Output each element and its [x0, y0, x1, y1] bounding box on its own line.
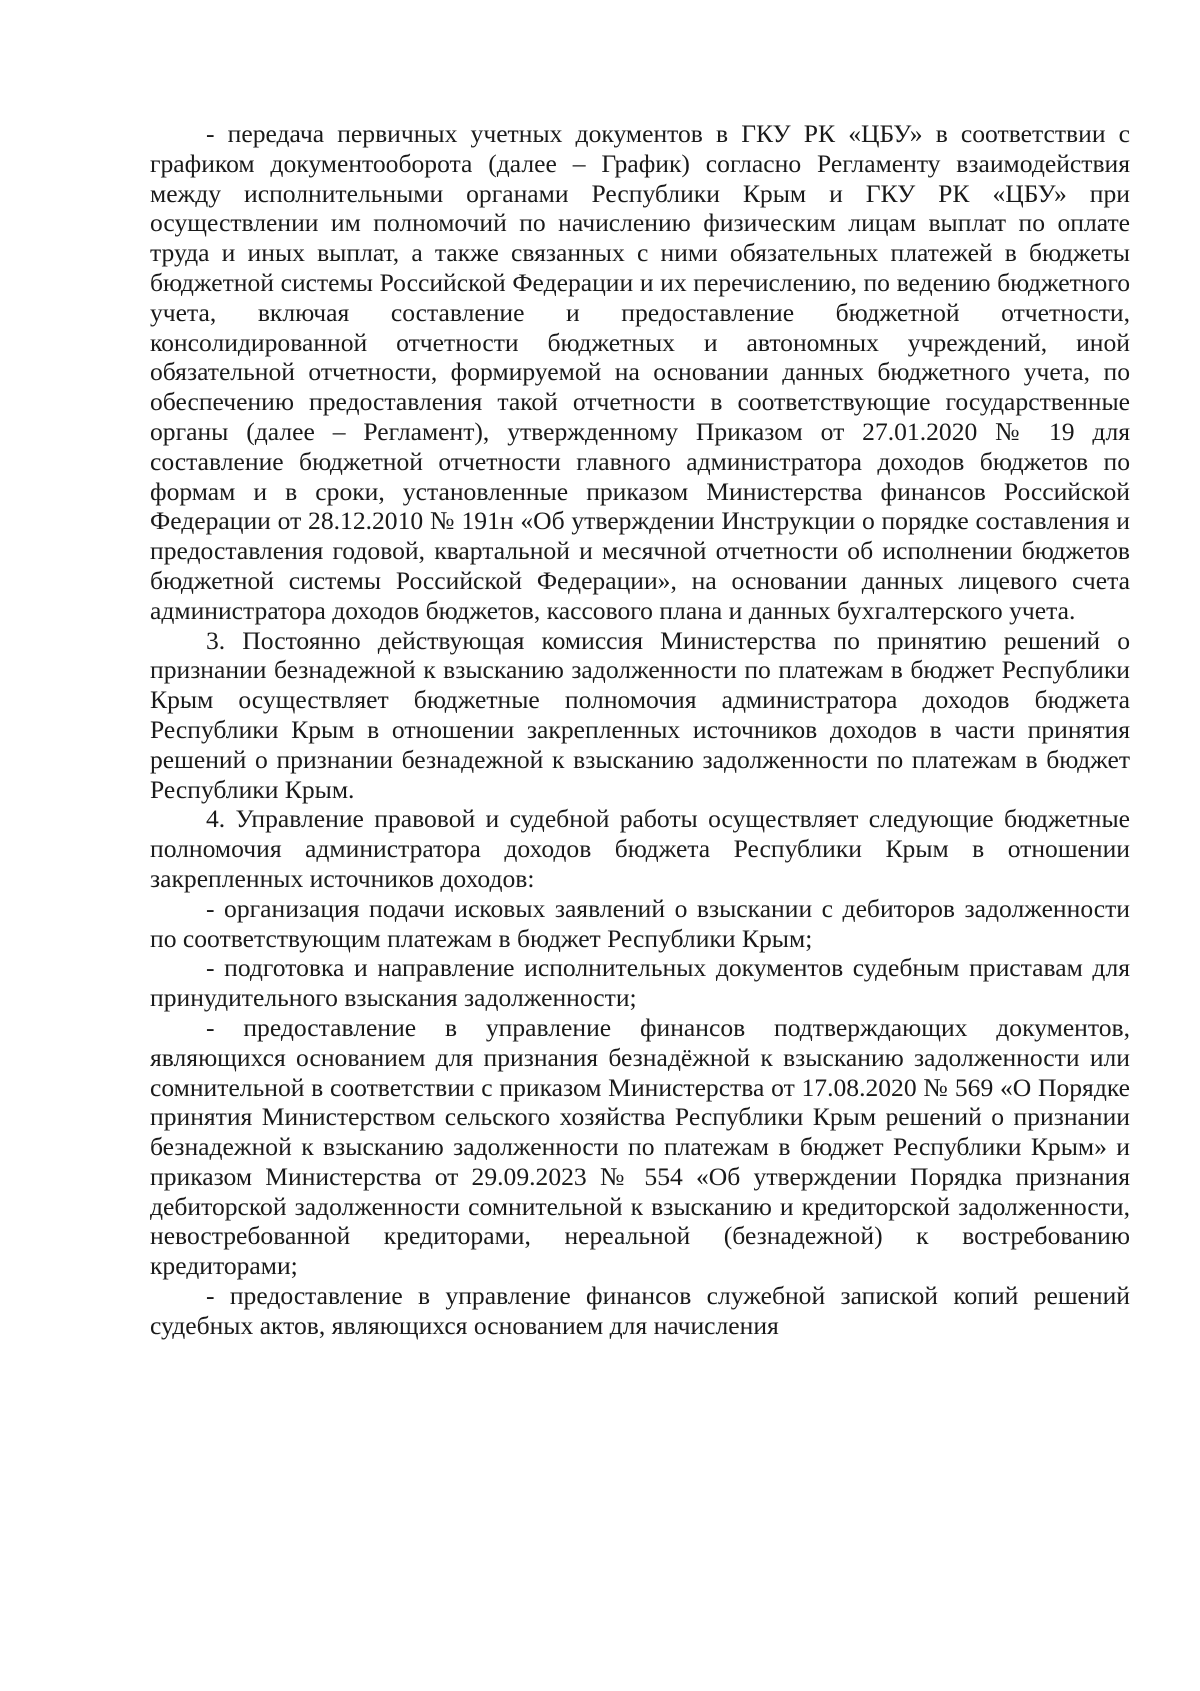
paragraph-item-4: 4. Управление правовой и судебной работы осуществляет следующие бюджетные полномочия администратора доходов бюджета Республики Крым в отношении закрепленных источников доходов:: [150, 804, 1130, 893]
paragraph-transfer-documents: - передача первичных учетных документов в ГКУ РК «ЦБУ» в соответствии с графиком документооборота (далее – График) согласно Регламенту взаимодействия между исполнительными органами Республики Крым и ГКУ РК «ЦБУ» при осуществлении им полномочий по начислению физическим лицам выплат по оплате труда и иных выплат, а также связанных с ними обязательных платежей в бюджеты бюджетной системы Российской Федерации и их перечислению, по ведению бюджетного учета, включая составление и предоставление бюджетной отчетности, консолидированной отчетности бюджетных и автономных учреждений, иной обязательной отчетности, формируемой на основании данных бюджетного учета, по обеспечению предоставления такой отчетности в соответствующие государственные органы (далее – Регламент), утвержденному Приказом от 27.01.2020 № 19 для составление бюджетной отчетности главного администратора доходов бюджетов по формам и в сроки, установленные приказом Министерства финансов Российской Федерации от 28.12.2010 № 191н «Об утверждении Инструкции о порядке составления и предоставления годовой, квартальной и месячной отчетности об исполнении бюджетов бюджетной системы Российской Федерации», на основании данных лицевого счета администратора доходов бюджетов, кассового плана и данных бухгалтерского учета.: [150, 119, 1130, 625]
paragraph-lawsuits: - организация подачи исковых заявлений о взыскании с дебиторов задолженности по соответствующим платежам в бюджет Республики Крым;: [150, 893, 1130, 953]
paragraph-court-decisions: - предоставление в управление финансов служебной запиской копий решений судебных актов, являющихся основанием для начисления: [150, 1281, 1130, 1340]
paragraph-enforcement: - подготовка и направление исполнительных документов судебным приставам для принудительного взыскания задолженности;: [150, 953, 1130, 1013]
document-body: [150, 119, 1130, 1341]
paragraph-supporting-documents: - предоставление в управление финансов подтверждающих документов, являющихся основанием для признания безнадёжной к взысканию задолженности или сомнительной в соответствии с приказом Министерства от 17.08.2020 № 569 «О Порядке принятия Министерством сельского хозяйства Республики Крым решений о признании безнадежной к взысканию задолженности по платежам в бюджет Республики Крым» и приказом Министерства от 29.09.2023 № 554 «Об утверждении Порядка признания дебиторской задолженности сомнительной к взысканию и кредиторской задолженности, невостребованной кредиторами, нереальной (безнадежной) к востребованию кредиторами;: [150, 1012, 1130, 1281]
paragraph-item-3: 3. Постоянно действующая комиссия Министерства по принятию решений о признании безнадежной к взысканию задолженности по платежам в бюджет Республики Крым осуществляет бюджетные полномочия администратора доходов бюджета Республики Крым в отношении закрепленных источников доходов в части принятия решений о признании безнадежной к взысканию задолженности по платежам в бюджет Республики Крым.: [150, 625, 1130, 804]
